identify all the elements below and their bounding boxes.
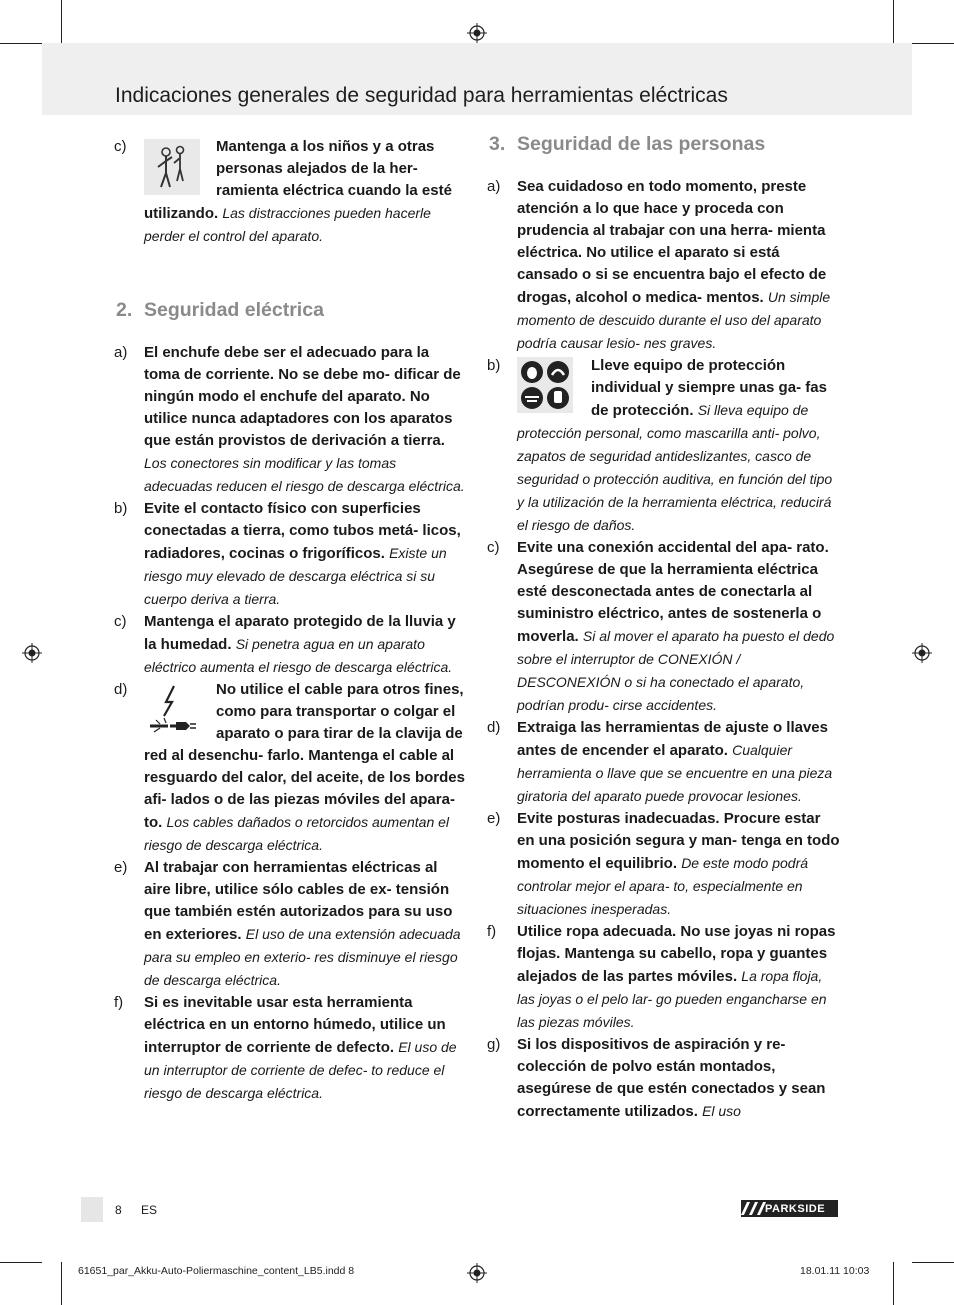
list-item (487, 921, 840, 1034)
registration-mark-icon (912, 643, 932, 663)
item-label: a) (114, 344, 128, 361)
item-bold-text: No utilice el cable para otros fines, como para transportar o colgar el aparato o para tirar de la clavija de red al desenchu- farlo. Mantenga el cable al resguardo del calor, del aceite, de los bordes afi- lados o de las piezas móviles del apara- to. (144, 681, 465, 831)
item-bold-text: Si los dispositivos de aspiración y re- colección de polvo están montados, asegúrese de que estén conectados y sean correctamente utilizados. (517, 1036, 826, 1120)
item-italic-text: Un simple momento de descuido durante el uso del aparato podría causar lesio- nes graves. (517, 289, 831, 351)
item-label: c) (114, 613, 127, 630)
print-slug-date: 18.01.11 10:03 (800, 1265, 870, 1277)
item-bold-text: Extraiga las herramientas de ajuste o llaves antes de encender el aparato. (517, 719, 828, 759)
crop-mark (893, 0, 894, 43)
item-italic-text: La ropa floja, las joyas o el pelo lar- go pueden engancharse en las piezas móviles. (517, 968, 827, 1030)
logo-stripes-icon (741, 1200, 765, 1217)
item-italic-text: Si lleva equipo de protección personal, como mascarilla anti- polvo, zapatos de seguridad antideslizantes, casco de seguridad o protección auditiva, en función del tipo y la utilización de la herramienta eléctrica, reducirá el riesgo de daños. (517, 402, 833, 533)
children-keep-away-icon (144, 139, 200, 195)
item-italic-text: El uso (702, 1103, 741, 1119)
item-label: f) (114, 994, 124, 1011)
language-code: ES (141, 1203, 158, 1217)
item-italic-text: Si al mover el aparato ha puesto el dedo sobre el interruptor de CONEXIÓN / DESCONEXIÓN o si ha conectado el aparato, podrían produ- cirse accidentes. (517, 628, 835, 713)
item-label: d) (114, 681, 128, 698)
brand-name: PARKSIDE (765, 1202, 826, 1215)
list-item (114, 498, 466, 611)
page-number: 8 (115, 1203, 122, 1217)
item-italic-text: El uso de una extensión adecuada para su empleo en exterio- res disminuye el riesgo de descarga eléctrica. (144, 926, 461, 988)
item-label: d) (487, 719, 501, 736)
item-label: a) (487, 178, 501, 195)
right-column (487, 132, 840, 1123)
item-bold-text: Mantenga el aparato protegido de la lluvia y la humedad. (144, 613, 456, 653)
crop-mark (61, 0, 62, 43)
list-item (114, 679, 466, 857)
registration-mark-icon (467, 1263, 487, 1283)
item-italic-text: Cualquier herramienta o llave que se encuentre en una pieza giratoria del aparato puede provocar lesiones. (517, 742, 833, 804)
item-italic-text: Las distracciones pueden hacerle perder el control del aparato. (144, 205, 431, 244)
list-item (114, 992, 466, 1105)
section-number: 3. (489, 133, 506, 155)
item-bold-text: Al trabajar con herramientas eléctricas al aire libre, utilice sólo cables de ex- tensión que también estén autorizados para su uso en exteriores. (144, 859, 453, 943)
item-bold-text: Evite posturas inadecuadas. Procure estar en una posición segura y man- tenga en todo momento el equilibrio. (517, 810, 840, 872)
section-heading (489, 132, 840, 156)
item-bold-text: Mantenga a los niños y a otras personas alejados de la her- ramienta eléctrica cuando la esté utilizando. (144, 138, 452, 222)
registration-mark-icon (22, 643, 42, 663)
item-label: f) (487, 923, 497, 940)
item-bold-text: El enchufe debe ser el adecuado para la toma de corriente. No se debe mo- dificar de ningún modo el enchufe del aparato. No utilice nunca adaptadores con los aparatos que están provistos de derivación a tierra. (144, 344, 461, 449)
crop-mark (912, 1262, 954, 1263)
item-label: g) (487, 1036, 501, 1053)
item-italic-text: Si penetra agua en un aparato eléctrico aumenta el riesgo de descarga eléctrica. (144, 636, 453, 675)
list-item (487, 1034, 840, 1123)
item-label: e) (114, 859, 128, 876)
crop-mark (912, 43, 954, 44)
list-item (487, 717, 840, 808)
list-item (487, 355, 840, 537)
print-slug-file: 61651_par_Akku-Auto-Poliermaschine_content_LB5.indd 8 (78, 1265, 355, 1277)
list-item (114, 342, 466, 498)
section-title: Seguridad de las personas (517, 133, 766, 155)
item-label: c) (487, 539, 500, 556)
list-item (114, 136, 466, 248)
section-heading (116, 298, 466, 322)
damaged-cable-icon (144, 682, 200, 740)
item-italic-text: De este modo podrá controlar mejor el apara- to, especialmente en situaciones inesperadas. (517, 855, 809, 917)
list-item (487, 808, 840, 921)
item-bold-text: Lleve equipo de protección individual y siempre unas ga- fas de protección. (591, 357, 827, 419)
page-tab (81, 1197, 103, 1222)
item-bold-text: Sea cuidadoso en todo momento, preste atención a lo que hace y proceda con prudencia al trabajar con una herra- mienta eléctrica. No utilice el aparato si está cansado o si se encuentra bajo el efecto de drogas, alcohol o medica- mentos. (517, 178, 827, 306)
item-bold-text: Si es inevitable usar esta herramienta eléctrica en un entorno húmedo, utilice un interruptor de corriente de defecto. (144, 994, 446, 1056)
list-item (487, 176, 840, 355)
item-bold-text: Evite una conexión accidental del apa- rato. Asegúrese de que la herramienta eléctrica esté desconectada antes de conectarla al suministro eléctrico, antes de sostenerla o moverla. (517, 539, 829, 645)
section-number: 2. (116, 299, 133, 321)
item-label: b) (114, 500, 128, 517)
registration-mark-icon (467, 23, 487, 43)
crop-mark (893, 1262, 894, 1305)
crop-mark (0, 1262, 42, 1263)
crop-mark (0, 43, 42, 44)
item-italic-text: Existe un riesgo muy elevado de descarga eléctrica si su cuerpo deriva a tierra. (144, 545, 447, 607)
list-item (487, 537, 840, 717)
crop-mark (61, 1262, 62, 1305)
parkside-logo (741, 1200, 838, 1217)
item-label: e) (487, 810, 501, 827)
item-italic-text: Los cables dañados o retorcidos aumentan el riesgo de descarga eléctrica. (144, 814, 450, 853)
list-item (114, 611, 466, 679)
page-title: Indicaciones generales de seguridad para herramientas eléctricas (115, 84, 728, 107)
item-italic-text: El uso de un interruptor de corriente de defec- to reduce el riesgo de descarga eléctrica. (144, 1039, 457, 1101)
section-title: Seguridad eléctrica (144, 299, 324, 321)
left-column (114, 136, 466, 1105)
item-label: c) (114, 138, 127, 155)
list-item (114, 857, 466, 992)
protective-equipment-icon (517, 357, 573, 413)
item-bold-text: Utilice ropa adecuada. No use joyas ni ropas flojas. Mantenga su cabello, ropa y guantes alejados de las partes móviles. (517, 923, 836, 985)
item-label: b) (487, 357, 501, 374)
item-bold-text: Evite el contacto físico con superficies conectadas a tierra, como tubos metá- licos, radiadores, cocinas o frigoríficos. (144, 500, 461, 562)
item-italic-text: Los conectores sin modificar y las tomas adecuadas reducen el riesgo de descarga eléctrica. (144, 455, 465, 494)
